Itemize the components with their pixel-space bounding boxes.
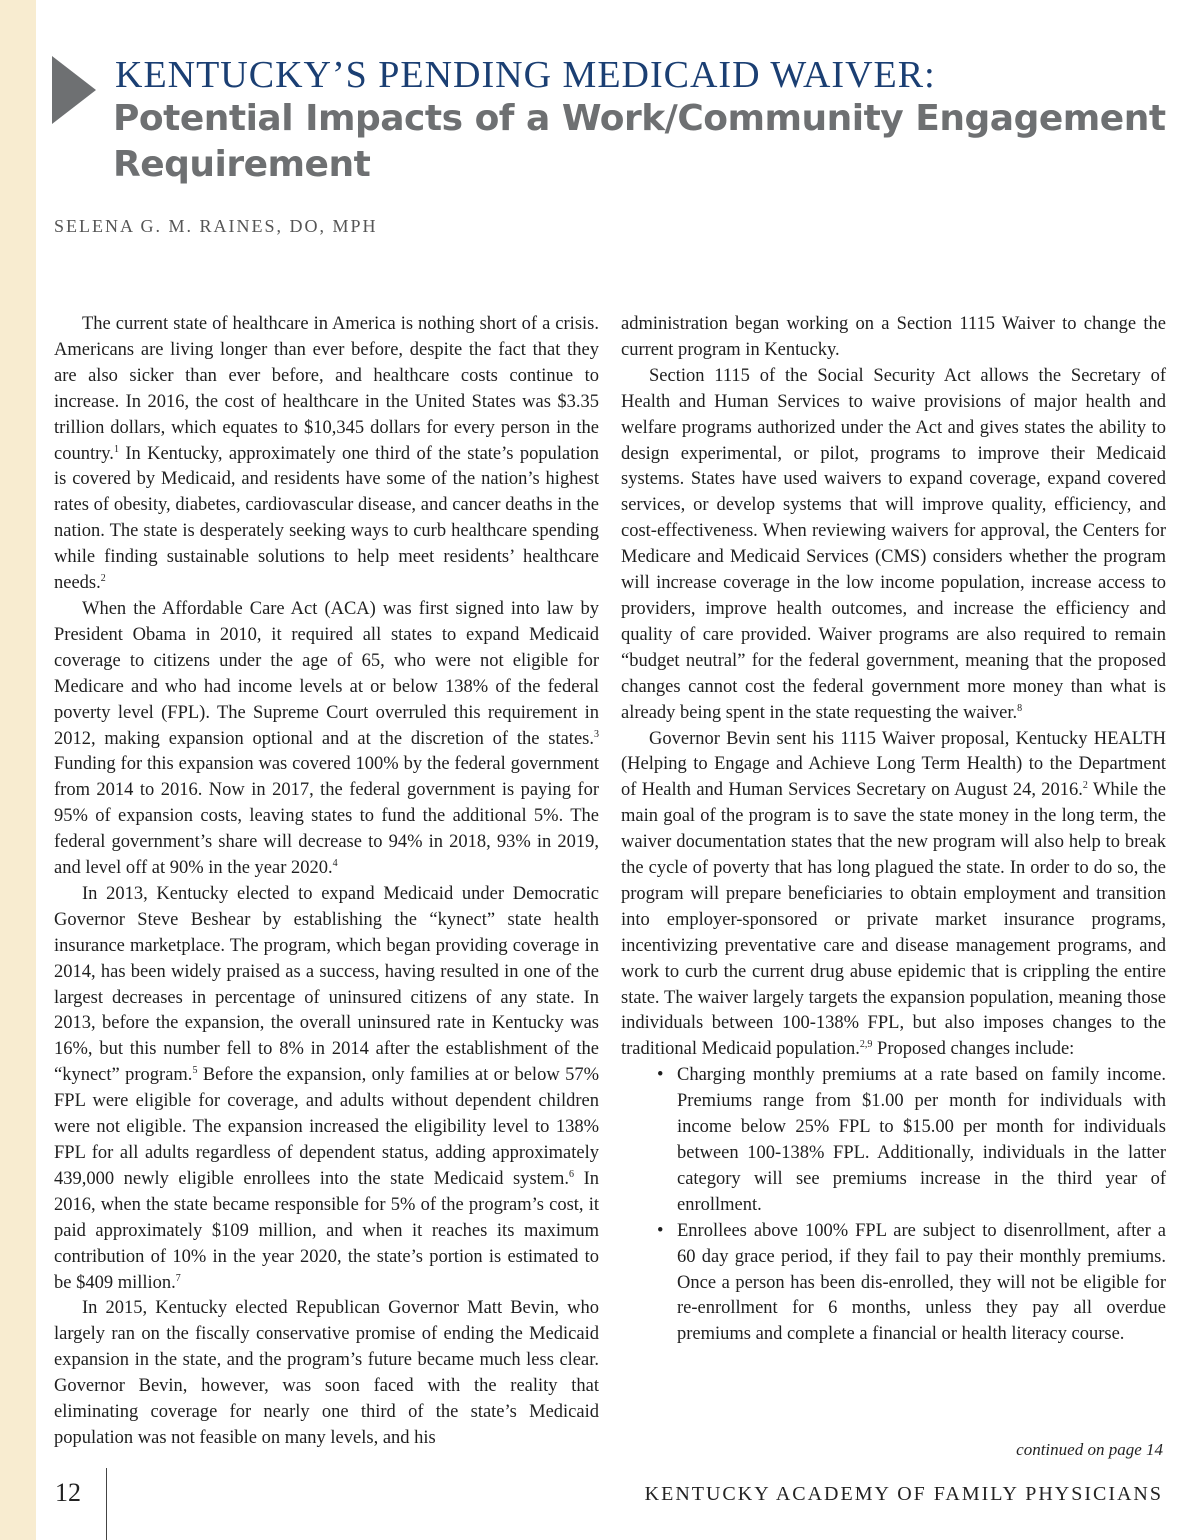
article-kicker: KENTUCKY’S PENDING MEDICAID WAIVER: xyxy=(115,54,936,96)
body-paragraph: administration began working on a Section 1115 Waiver to change the current program in Kentucky. xyxy=(621,314,1166,360)
footnote-ref: 2 xyxy=(100,572,106,584)
title-arrow-icon xyxy=(52,56,96,124)
footnote-ref: 6 xyxy=(569,1168,575,1180)
list-item: • Charging monthly premiums at a rate based on family income. Premiums range from $1.00 per month for individuals with income below 25% FPL to $15.00 per month for individuals between 100-138% FPL. Additionally, individuals in the latter category will see premiums increase in the third year of enrollment. xyxy=(677,1063,1166,1218)
page-side-strip xyxy=(0,0,36,1540)
footnote-ref: 8 xyxy=(1017,702,1023,714)
footnote-ref: 2,9 xyxy=(859,1039,873,1051)
footnote-ref: 1 xyxy=(113,443,119,455)
footnote-ref: 3 xyxy=(594,728,599,740)
continued-note: continued on page 14 xyxy=(1016,1440,1163,1459)
footnote-ref: 5 xyxy=(192,1065,198,1077)
page-number: 12 xyxy=(55,1478,81,1507)
article-author: SELENA G. M. RAINES, DO, MPH xyxy=(54,216,378,236)
footnote-ref: 4 xyxy=(332,857,338,869)
body-paragraph: Governor Bevin sent his 1115 Waiver proposal, Kentucky HEALTH (Helping to Engage and Achieve Long Term Health) to the Department of Health and Human Services Secretary on August 24, 2016.$^2$ While the main goal of the program is to save the state money in the long term, the waiver documentation states that the new program will also help to break the cycle of poverty that has long plagued the state. In order to do so, the program will prepare beneficiaries to obtain employment and transition into employer-sponsored or private market insurance programs, incentivizing preventative care and disease management programs, and work to curb the current drug abuse epidemic that is crippling the entire state. The waiver largely targets the expansion population, meaning those individuals between 100-138% FPL, but also imposes changes to the traditional Medicaid population.$^{2,9}$ Proposed changes include: xyxy=(621,728,1166,1060)
right-column xyxy=(621,312,1166,1348)
publication-name: KENTUCKY ACADEMY OF FAMILY PHYSICIANS xyxy=(644,1483,1163,1505)
footer-divider xyxy=(106,1468,107,1540)
body-paragraph: When the Affordable Care Act (ACA) was first signed into law by President Obama in 2010, it required all states to expand Medicaid coverage to citizens under the age of 65, who were not eligible for Medicare and who had income levels at or below 138% of the federal poverty level (FPL). The Supreme Court overruled this requirement in 2012, making expansion optional and at the discretion of the states.$^3$ Funding for this expansion was covered 100% by the federal government from 2014 to 2016. Now in 2017, the federal government is paying for 95% of expansion costs, leaving states to fund the additional 5%. The federal government’s share will decrease to 94% in 2018, 93% in 2019, and level off at 90% in the year 2020.$^4$ xyxy=(54,598,599,879)
left-column xyxy=(54,312,599,1452)
body-paragraph: Section 1115 of the Social Security Act allows the Secretary of Health and Human Services to waive provisions of major health and welfare programs authorized under the Act and gives states the ability to design experimental, or pilot, programs to improve their Medicaid systems. States have used waivers to expand coverage, expand covered services, or develop systems that will improve quality, efficiency, and cost-effectiveness. When reviewing waivers for approval, the Centers for Medicare and Medicaid Services (CMS) considers whether the program will increase coverage in the low income population, increase access to providers, improve health outcomes, and increase the efficiency and quality of care provided. Waiver programs are also required to remain “budget neutral” for the federal government, meaning that the proposed changes cannot cost the federal government more money than what is already being spent in the state requesting the waiver.$^8$ xyxy=(621,365,1166,723)
article-title: Potential Impacts of a Work/Community Engagement Requirement xyxy=(113,98,1166,185)
list-item: • Enrollees above 100% FPL are subject to disenrollment, after a 60 day grace period, if they fail to pay their monthly premiums. Once a person has been dis-enrolled, they will not be eligible for re-enrollment for 6 months, unless they pay all overdue premiums and complete a financial or health literacy course. xyxy=(677,1219,1166,1349)
footnote-ref: 7 xyxy=(175,1272,181,1284)
body-paragraph: In 2013, Kentucky elected to expand Medicaid under Democratic Governor Steve Beshear by establishing the “kynect” state health insurance marketplace. The program, which began providing coverage in 2014, has been widely praised as a success, having resulted in one of the largest decreases in percentage of uninsured citizens of any state. In 2013, before the expansion, the overall uninsured rate in Kentucky was 16%, but this number fell to 8% in 2014 after the establishment of the “kynect” program.$^5$ Before the expansion, only families at or below 57% FPL were eligible for coverage, and adults without dependent children were not eligible. The expansion increased the eligibility level to 138% FPL for all adults regardless of dependent status, adding approximately 439,000 newly eligible enrollees into the state Medicaid system.$^6$ In 2016, when the state became responsible for 5% of the program’s cost, it paid approximately $109 million, and when it reaches its maximum contribution of 10% in the year 2020, the state’s portion is estimated to be $409 million.$^7$ xyxy=(54,883,599,1293)
footnote-ref: 2 xyxy=(1082,780,1088,792)
proposed-changes-list xyxy=(621,1063,1166,1348)
body-paragraph: In 2015, Kentucky elected Republican Governor Matt Bevin, who largely ran on the fiscally conservative promise of ending the Medicaid expansion in the state, and the program’s future became much less clear. Governor Bevin, however, was soon faced with the reality that eliminating coverage for nearly one third of the state’s Medicaid population was not feasible on many levels, and his xyxy=(54,1298,599,1448)
body-paragraph: The current state of healthcare in America is nothing short of a crisis. Americans are living longer than ever before, despite the fact that they are also sicker than ever before, and healthcare costs continue to increase. In 2016, the cost of healthcare in the United States was $3.35 trillion dollars, which equates to $10,345 dollars for every person in the country.$^1$ In Kentucky, approximately one third of the state’s population is covered by Medicaid, and residents have some of the nation’s highest rates of obesity, diabetes, cardiovascular disease, and cancer deaths in the nation. The state is desperately seeking ways to curb healthcare spending while finding sustainable solutions to help meet residents’ healthcare needs.$^2$ xyxy=(54,314,599,594)
